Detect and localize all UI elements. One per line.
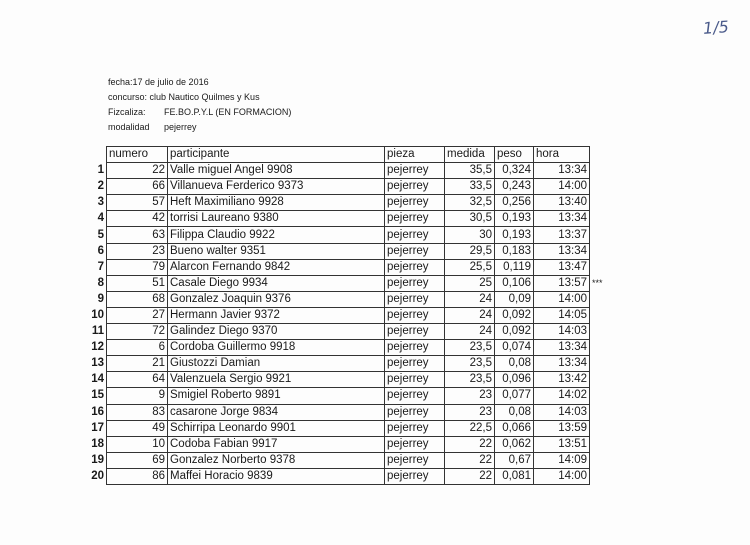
cell-peso: 0,081 bbox=[495, 468, 534, 484]
cell-numero: 63 bbox=[107, 227, 168, 243]
table-row bbox=[88, 356, 605, 372]
cell-hora: 13:34 bbox=[534, 163, 590, 179]
cell-medida: 23,5 bbox=[445, 372, 495, 388]
table-row bbox=[88, 420, 605, 436]
cell-pieza: pejerrey bbox=[385, 404, 445, 420]
row-index: 19 bbox=[91, 453, 104, 466]
cell-hora: 13:37 bbox=[534, 227, 590, 243]
row-note bbox=[590, 420, 605, 436]
cell-participante: Galindez Diego 9370 bbox=[168, 324, 385, 340]
cell-medida: 30,5 bbox=[445, 211, 495, 227]
cell-numero: 64 bbox=[107, 372, 168, 388]
cell-medida: 24 bbox=[445, 307, 495, 323]
cell-pieza: pejerrey bbox=[385, 340, 445, 356]
row-index: 4 bbox=[97, 212, 104, 225]
cell-hora: 14:02 bbox=[534, 388, 590, 404]
cell-hora: 14:03 bbox=[534, 324, 590, 340]
cell-medida: 32,5 bbox=[445, 195, 495, 211]
cell-hora: 14:00 bbox=[534, 179, 590, 195]
cell-pieza: pejerrey bbox=[385, 275, 445, 291]
row-note bbox=[590, 356, 605, 372]
column-header-numero: numero bbox=[107, 147, 168, 163]
cell-participante: torrisi Laureano 9380 bbox=[168, 211, 385, 227]
cell-participante: Casale Diego 9934 bbox=[168, 275, 385, 291]
cell-pieza: pejerrey bbox=[385, 324, 445, 340]
cell-numero: 21 bbox=[107, 356, 168, 372]
row-note bbox=[590, 388, 605, 404]
cell-participante: Giustozzi Damian bbox=[168, 356, 385, 372]
cell-hora: 14:03 bbox=[534, 404, 590, 420]
cell-pieza: pejerrey bbox=[385, 372, 445, 388]
cell-hora: 14:00 bbox=[534, 468, 590, 484]
cell-pieza: pejerrey bbox=[385, 388, 445, 404]
cell-peso: 0,062 bbox=[495, 436, 534, 452]
table-row bbox=[88, 211, 605, 227]
cell-pieza: pejerrey bbox=[385, 243, 445, 259]
row-note bbox=[590, 195, 605, 211]
cell-peso: 0,193 bbox=[495, 211, 534, 227]
cell-peso: 0,074 bbox=[495, 340, 534, 356]
cell-hora: 13:51 bbox=[534, 436, 590, 452]
row-note bbox=[590, 307, 605, 323]
cell-medida: 22 bbox=[445, 452, 495, 468]
cell-hora: 14:09 bbox=[534, 452, 590, 468]
row-index-header bbox=[88, 147, 107, 163]
row-note bbox=[590, 324, 605, 340]
cell-hora: 13:40 bbox=[534, 195, 590, 211]
cell-pieza: pejerrey bbox=[385, 356, 445, 372]
cell-peso: 0,256 bbox=[495, 195, 534, 211]
cell-medida: 23,5 bbox=[445, 340, 495, 356]
cell-peso: 0,092 bbox=[495, 324, 534, 340]
row-index: 2 bbox=[97, 180, 104, 193]
cell-medida: 24 bbox=[445, 291, 495, 307]
cell-participante: Villanueva Ferderico 9373 bbox=[168, 179, 385, 195]
cell-numero: 57 bbox=[107, 195, 168, 211]
cell-pieza: pejerrey bbox=[385, 227, 445, 243]
row-note bbox=[590, 211, 605, 227]
row-index: 16 bbox=[91, 405, 104, 418]
cell-pieza: pejerrey bbox=[385, 259, 445, 275]
modalidad-value: pejerrey bbox=[164, 122, 197, 132]
cell-hora: 13:47 bbox=[534, 259, 590, 275]
table-row bbox=[88, 179, 605, 195]
cell-numero: 66 bbox=[107, 179, 168, 195]
row-note bbox=[590, 340, 605, 356]
modalidad-line bbox=[108, 120, 291, 135]
cell-peso: 0,08 bbox=[495, 404, 534, 420]
cell-pieza: pejerrey bbox=[385, 163, 445, 179]
cell-participante: Hermann Javier 9372 bbox=[168, 307, 385, 323]
table-row bbox=[88, 388, 605, 404]
cell-numero: 69 bbox=[107, 452, 168, 468]
table-row bbox=[88, 163, 605, 179]
cell-pieza: pejerrey bbox=[385, 452, 445, 468]
cell-peso: 0,119 bbox=[495, 259, 534, 275]
cell-numero: 68 bbox=[107, 291, 168, 307]
cell-medida: 22 bbox=[445, 436, 495, 452]
cell-peso: 0,67 bbox=[495, 452, 534, 468]
cell-hora: 14:05 bbox=[534, 307, 590, 323]
row-index: 11 bbox=[91, 325, 104, 338]
cell-pieza: pejerrey bbox=[385, 420, 445, 436]
row-index: 18 bbox=[91, 437, 104, 450]
results-table bbox=[88, 146, 605, 485]
cell-numero: 23 bbox=[107, 243, 168, 259]
fiscaliza-line bbox=[108, 105, 291, 120]
cell-participante: casarone Jorge 9834 bbox=[168, 404, 385, 420]
table-row bbox=[88, 452, 605, 468]
row-index: 1 bbox=[97, 164, 104, 177]
cell-participante: Maffei Horacio 9839 bbox=[168, 468, 385, 484]
row-index: 10 bbox=[91, 308, 104, 321]
cell-numero: 9 bbox=[107, 388, 168, 404]
row-note bbox=[590, 227, 605, 243]
column-header-participante: participante bbox=[168, 147, 385, 163]
cell-peso: 0,09 bbox=[495, 291, 534, 307]
cell-peso: 0,066 bbox=[495, 420, 534, 436]
cell-medida: 24 bbox=[445, 324, 495, 340]
cell-medida: 29,5 bbox=[445, 243, 495, 259]
column-header-peso: peso bbox=[495, 147, 534, 163]
cell-participante: Schirripa Leonardo 9901 bbox=[168, 420, 385, 436]
column-header-hora: hora bbox=[534, 147, 590, 163]
row-index: 9 bbox=[97, 292, 104, 305]
cell-numero: 86 bbox=[107, 468, 168, 484]
cell-peso: 0,08 bbox=[495, 356, 534, 372]
row-index: 7 bbox=[97, 260, 104, 273]
cell-participante: Codoba Fabian 9917 bbox=[168, 436, 385, 452]
cell-participante: Gonzalez Joaquin 9376 bbox=[168, 291, 385, 307]
cell-numero: 72 bbox=[107, 324, 168, 340]
cell-numero: 83 bbox=[107, 404, 168, 420]
cell-numero: 6 bbox=[107, 340, 168, 356]
table-row bbox=[88, 324, 605, 340]
row-index: 5 bbox=[97, 228, 104, 241]
cell-pieza: pejerrey bbox=[385, 468, 445, 484]
cell-numero: 51 bbox=[107, 275, 168, 291]
cell-medida: 30 bbox=[445, 227, 495, 243]
cell-hora: 13:34 bbox=[534, 211, 590, 227]
row-note bbox=[590, 404, 605, 420]
row-note bbox=[590, 372, 605, 388]
cell-peso: 0,324 bbox=[495, 163, 534, 179]
concurso-line: concurso: club Nautico Quilmes y Kus bbox=[108, 92, 260, 102]
cell-peso: 0,183 bbox=[495, 243, 534, 259]
cell-participante: Bueno walter 9351 bbox=[168, 243, 385, 259]
fiscaliza-value: FE.BO.P.Y.L (EN FORMACION) bbox=[164, 107, 292, 117]
cell-participante: Alarcon Fernando 9842 bbox=[168, 259, 385, 275]
cell-participante: Valle miguel Angel 9908 bbox=[168, 163, 385, 179]
cell-pieza: pejerrey bbox=[385, 211, 445, 227]
cell-medida: 25,5 bbox=[445, 259, 495, 275]
cell-medida: 23,5 bbox=[445, 356, 495, 372]
table-row bbox=[88, 259, 605, 275]
cell-numero: 22 bbox=[107, 163, 168, 179]
cell-pieza: pejerrey bbox=[385, 291, 445, 307]
cell-participante: Valenzuela Sergio 9921 bbox=[168, 372, 385, 388]
row-note: *** bbox=[592, 277, 603, 288]
cell-participante: Filippa Claudio 9922 bbox=[168, 227, 385, 243]
table-row bbox=[88, 404, 605, 420]
cell-numero: 10 bbox=[107, 436, 168, 452]
row-index: 3 bbox=[97, 196, 104, 209]
cell-hora: 13:59 bbox=[534, 420, 590, 436]
table-row bbox=[88, 275, 605, 291]
fecha-line: fecha:17 de julio de 2016 bbox=[108, 77, 209, 87]
column-header-pieza: pieza bbox=[385, 147, 445, 163]
document-header bbox=[108, 75, 291, 135]
table-row bbox=[88, 340, 605, 356]
row-index: 8 bbox=[97, 276, 104, 289]
row-index: 17 bbox=[91, 421, 104, 434]
cell-hora: 13:42 bbox=[534, 372, 590, 388]
row-index: 14 bbox=[91, 373, 104, 386]
row-note bbox=[590, 259, 605, 275]
cell-peso: 0,193 bbox=[495, 227, 534, 243]
table-row bbox=[88, 291, 605, 307]
row-note bbox=[590, 163, 605, 179]
table-row bbox=[88, 372, 605, 388]
cell-peso: 0,096 bbox=[495, 372, 534, 388]
table-row bbox=[88, 227, 605, 243]
row-note bbox=[590, 468, 605, 484]
cell-medida: 35,5 bbox=[445, 163, 495, 179]
cell-hora: 13:34 bbox=[534, 243, 590, 259]
cell-medida: 25 bbox=[445, 275, 495, 291]
cell-hora: 13:34 bbox=[534, 340, 590, 356]
row-note bbox=[590, 243, 605, 259]
table-header-row bbox=[88, 147, 605, 163]
cell-numero: 79 bbox=[107, 259, 168, 275]
cell-peso: 0,243 bbox=[495, 179, 534, 195]
row-index: 6 bbox=[97, 244, 104, 257]
cell-participante: Heft Maximiliano 9928 bbox=[168, 195, 385, 211]
cell-pieza: pejerrey bbox=[385, 179, 445, 195]
cell-numero: 42 bbox=[107, 211, 168, 227]
table-row bbox=[88, 243, 605, 259]
cell-pieza: pejerrey bbox=[385, 195, 445, 211]
cell-participante: Cordoba Guillermo 9918 bbox=[168, 340, 385, 356]
cell-participante: Smigiel Roberto 9891 bbox=[168, 388, 385, 404]
cell-medida: 23 bbox=[445, 404, 495, 420]
cell-hora: 13:57 bbox=[534, 275, 590, 291]
row-note bbox=[590, 452, 605, 468]
cell-pieza: pejerrey bbox=[385, 436, 445, 452]
cell-medida: 22,5 bbox=[445, 420, 495, 436]
table-row bbox=[88, 468, 605, 484]
cell-pieza: pejerrey bbox=[385, 307, 445, 323]
modalidad-label: modalidad bbox=[108, 122, 150, 132]
cell-peso: 0,106 bbox=[495, 275, 534, 291]
row-note bbox=[590, 291, 605, 307]
cell-peso: 0,092 bbox=[495, 307, 534, 323]
row-index: 20 bbox=[91, 469, 104, 482]
cell-peso: 0,077 bbox=[495, 388, 534, 404]
table-row bbox=[88, 436, 605, 452]
page-number: 1/5 bbox=[702, 17, 730, 38]
row-index: 13 bbox=[91, 357, 104, 370]
cell-medida: 23 bbox=[445, 388, 495, 404]
cell-medida: 33,5 bbox=[445, 179, 495, 195]
cell-numero: 27 bbox=[107, 307, 168, 323]
cell-hora: 14:00 bbox=[534, 291, 590, 307]
table-row bbox=[88, 307, 605, 323]
cell-numero: 49 bbox=[107, 420, 168, 436]
row-note bbox=[590, 436, 605, 452]
column-header-medida: medida bbox=[445, 147, 495, 163]
fiscaliza-label: Fizcaliza: bbox=[108, 107, 146, 117]
table-row bbox=[88, 195, 605, 211]
cell-participante: Gonzalez Norberto 9378 bbox=[168, 452, 385, 468]
cell-hora: 13:34 bbox=[534, 356, 590, 372]
cell-medida: 22 bbox=[445, 468, 495, 484]
row-index: 12 bbox=[91, 341, 104, 354]
row-note bbox=[590, 179, 605, 195]
row-index: 15 bbox=[91, 389, 104, 402]
